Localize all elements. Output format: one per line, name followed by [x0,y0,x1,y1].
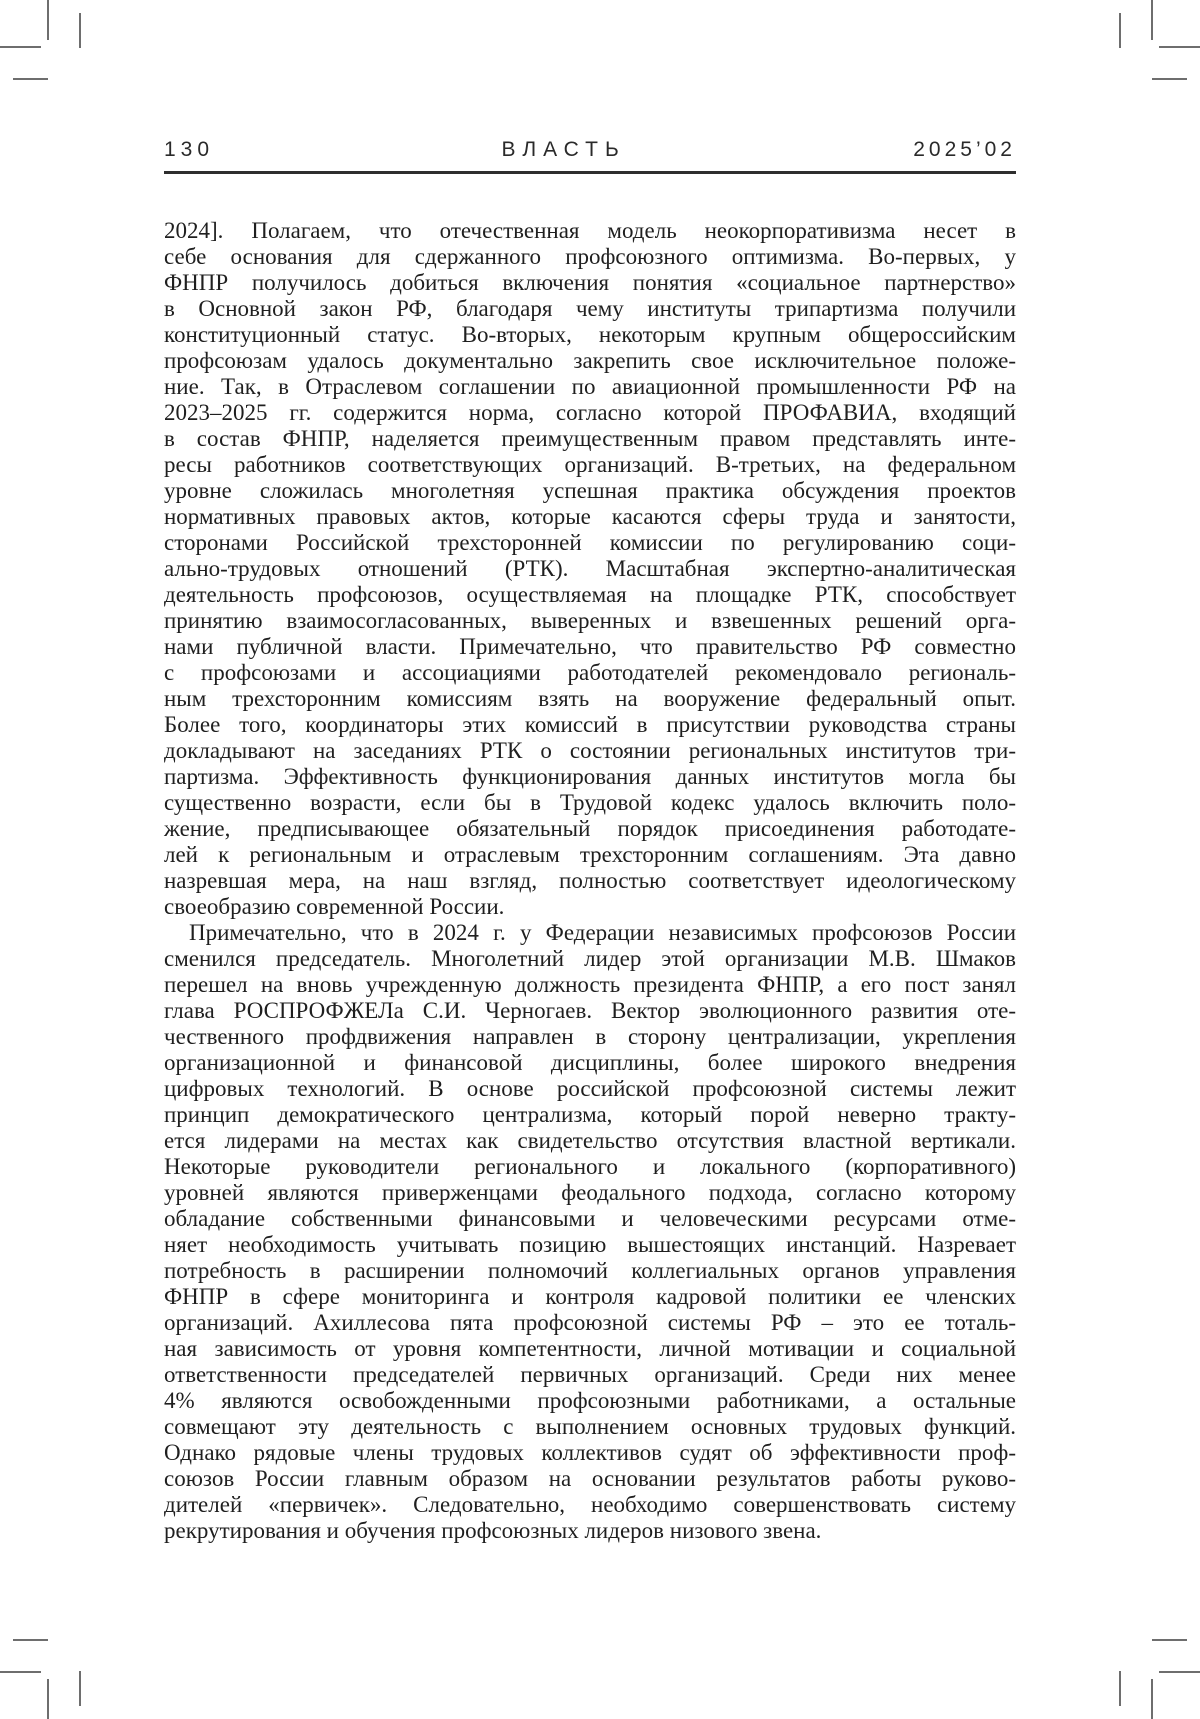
crop-mark [1152,78,1187,80]
text-line: потребность в расширении полномочий коллегиальных органов управления [164,1258,1016,1283]
text-line: с профсоюзами и ассоциациями работодателей рекомендовало региональ- [164,660,1016,685]
crop-mark [79,1671,81,1706]
issue-number: 2025’02 [913,138,1016,161]
text-line: себе основания для сдержанного профсоюзного оптимизма. Во-первых, у [164,244,1016,269]
crop-mark [0,46,41,48]
text-line: ФНПР в сфере мониторинга и контроля кадровой политики ее членских [164,1284,1016,1309]
text-line: сторонами Российской трехсторонней комиссии по регулированию соци- [164,530,1016,555]
crop-mark [1159,46,1200,48]
text-line: в Основной закон РФ, благодаря чему институты трипартизма получили [164,296,1016,321]
text-line: существенно возрасти, если бы в Трудовой кодекс удалось включить поло- [164,790,1016,815]
running-head [164,138,1016,174]
page-number: 130 [164,138,215,161]
text-line: рекрутирования и обучения профсоюзных лидеров низового звена. [164,1518,822,1543]
paragraph [164,218,1016,920]
text-line: Примечательно, что в 2024 г. у Федерации независимых профсоюзов России [189,920,1016,945]
crop-mark [1119,13,1121,48]
text-line: глава РОСПРОФЖЕЛа С.И. Черногаев. Вектор эволюционного развития оте- [164,998,1016,1023]
text-line: докладывают на заседаниях РТК о состоянии региональных институтов три- [164,738,1016,763]
crop-mark [1119,1671,1121,1706]
text-line: партизма. Эффективность функционирования данных институтов могла бы [164,764,1016,789]
text-line: Некоторые руководители регионального и локального (корпоративного) [164,1154,1016,1179]
text-line: принцип демократического централизма, который порой неверно тракту- [164,1102,1016,1127]
text-line: 4% являются освобожденными профсоюзными работниками, а остальные [164,1388,1016,1413]
text-line: ально-трудовых отношений (РТК). Масштабная экспертно-аналитическая [164,556,1016,581]
text-line: няет необходимость учитывать позицию вышестоящих инстанций. Назревает [164,1232,1016,1257]
crop-mark [13,78,48,80]
text-line: ная зависимость от уровня компетентности, личной мотивации и социальной [164,1336,1016,1361]
text-line: уровней являются приверженцами феодального подхода, согласно которому [164,1180,1016,1205]
text-line: принятию взаимосогласованных, выверенных и взвешенных решений орга- [164,608,1016,633]
text-line: чественного профдвижения направлен в сторону централизации, укрепления [164,1024,1016,1049]
text-line: союзов России главным образом на основании результатов работы руково- [164,1466,1016,1491]
text-line: ется лидерами на местах как свидетельство отсутствия властной вертикали. [164,1128,1016,1153]
text-line: нормативных правовых актов, которые касаются сферы труда и занятости, [164,504,1016,529]
crop-mark [1151,1679,1153,1719]
crop-mark [47,0,49,40]
paragraph [164,920,1016,1544]
article-body [164,218,1016,1544]
text-line: конституционный статус. Во-вторых, некоторым крупным общероссийским [164,322,1016,347]
text-line: перешел на вновь учрежденную должность президента ФНПР, а его пост занял [164,972,1016,997]
text-line: Более того, координаторы этих комиссий в присутствии руководства страны [164,712,1016,737]
text-line: ресы работников соответствующих организаций. В-третьих, на федеральном [164,452,1016,477]
text-line: ным трехсторонним комиссиям взять на вооружение федеральный опыт. [164,686,1016,711]
text-line: своеобразию современной России. [164,894,505,919]
text-line: дителей «первичек». Следовательно, необходимо совершенствовать систему [164,1492,1016,1517]
crop-mark [0,1671,41,1673]
text-line: в состав ФНПР, наделяется преимущественным правом представлять инте- [164,426,1016,451]
text-line: Однако рядовые члены трудовых коллективов судят об эффективности проф- [164,1440,1016,1465]
text-line: уровне сложилась многолетняя успешная практика обсуждения проектов [164,478,1016,503]
crop-mark [47,1679,49,1719]
text-line: лей к региональным и отраслевым трехсторонним соглашениям. Эта давно [164,842,1016,867]
crop-mark [79,13,81,48]
text-line: цифровых технологий. В основе российской профсоюзной системы лежит [164,1076,1016,1101]
text-line: ние. Так, в Отраслевом соглашении по авиационной промышленности РФ на [164,374,1016,399]
text-line: совмещают эту деятельность с выполнением основных трудовых функций. [164,1414,1016,1439]
text-line: жение, предписывающее обязательный порядок присоединения работодате- [164,816,1016,841]
text-line: организаций. Ахиллесова пята профсоюзной системы РФ – это ее тоталь- [164,1310,1016,1335]
crop-mark [13,1639,48,1641]
crop-mark [1151,0,1153,40]
text-line: организационной и финансовой дисциплины, более широкого внедрения [164,1050,1016,1075]
text-line: нами публичной власти. Примечательно, что правительство РФ совместно [164,634,1016,659]
text-line: 2024]. Полагаем, что отечественная модель неокорпоративизма несет в [164,218,1016,243]
text-line: профсоюзам удалось документально закрепить свое исключительное положе- [164,348,1016,373]
crop-mark [1152,1639,1187,1641]
text-line: обладание собственными финансовыми и человеческими ресурсами отме- [164,1206,1016,1231]
text-line: деятельность профсоюзов, осуществляемая на площадке РТК, способствует [164,582,1016,607]
text-line: назревшая мера, на наш взгляд, полностью соответствует идеологическому [164,868,1016,893]
text-line: ФНПР получилось добиться включения понятия «социальное партнерство» [164,270,1016,295]
crop-mark [1159,1671,1200,1673]
text-line: сменился председатель. Многолетний лидер этой организации М.В. Шмаков [164,946,1016,971]
text-line: ответственности председателей первичных организаций. Среди них менее [164,1362,1016,1387]
text-line: 2023–2025 гг. содержится норма, согласно которой ПРОФАВИА, входящий [164,400,1016,425]
journal-title: ВЛАСТЬ [501,138,626,161]
